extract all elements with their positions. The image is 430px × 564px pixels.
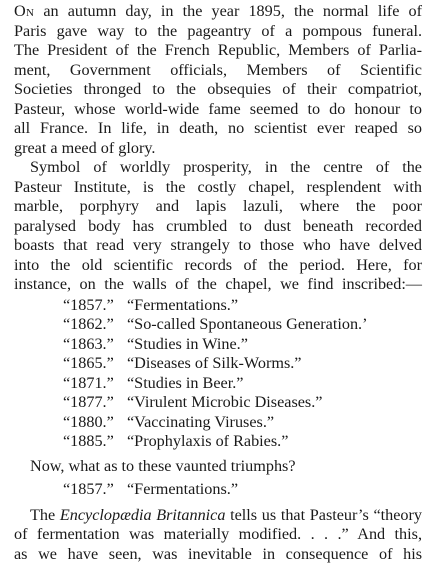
text-line: Societies thronged to the obsequies of their compatriot, [14, 80, 422, 100]
paragraph-funeral [14, 2, 422, 158]
text-line: marble, porphyry and lapis lazuli, where the poor [14, 197, 422, 217]
inscription-year: “1885.” [63, 432, 127, 452]
quoted-inscription [63, 480, 422, 500]
text-line: Symbol of worldly prosperity, in the centre of the [14, 158, 422, 178]
inscription-year: “1865.” [63, 354, 127, 374]
inscription-work: “Studies in Beer.” [127, 374, 243, 394]
inscription-work: “Fermentations.” [127, 296, 238, 316]
text-line: Pasteur Institute, is the costly chapel, resplendent with [14, 178, 422, 198]
text-line: Paris gave way to the pageantry of a pompous funeral. [14, 22, 422, 42]
inscription-work: “So-called Spontaneous Generation.’ [127, 315, 368, 335]
text-line: The President of the French Republic, Members of Parlia- [14, 41, 422, 61]
text-line: great a meed of glory. [14, 139, 422, 159]
inscription-work: “Virulent Microbic Diseases.” [127, 393, 322, 413]
inscription-year: “1862.” [63, 315, 127, 335]
text-line: as we have seen, was inevitable in consequence of his [14, 545, 422, 564]
text-fragment: The [30, 506, 55, 524]
text-line: all France. In life, in death, no scientist ever reaped so [14, 119, 422, 139]
list-item [63, 374, 422, 394]
inscription-year: “1877.” [63, 393, 127, 413]
text-line: an autumn day, in the year 1895, the normal life of [43, 2, 422, 20]
paragraph-chapel [14, 158, 422, 295]
list-item [63, 296, 422, 316]
inscription-work: “Diseases of Silk-Worms.” [127, 354, 301, 374]
list-item [63, 393, 422, 413]
inscription-work: “Prophylaxis of Rabies.” [127, 432, 288, 452]
text-line: Now, what as to these vaunted triumphs? [14, 457, 422, 477]
list-item [63, 413, 422, 433]
paragraph-question [14, 457, 422, 477]
text-line: boasts that read very strangely to those who have delved [14, 236, 422, 256]
list-item [63, 432, 422, 452]
list-item [63, 315, 422, 335]
text-line: instance, on the walls of the chapel, we find inscribed:— [14, 275, 422, 295]
inscription-year: “1863.” [63, 335, 127, 355]
inscription-year: “1857.” [63, 296, 127, 316]
list-item [63, 335, 422, 355]
dropcap-word: On [14, 2, 34, 20]
text-line: into the old scientific records of the period. Here, for [14, 256, 422, 276]
book-title: Encyclopædia Britannica [60, 506, 226, 524]
text-line: Pasteur, whose world-wide fame seemed to do honour to [14, 100, 422, 120]
text-line: ment, Government officials, Members of Scientific [14, 61, 422, 81]
text-line: paralysed body has crumbled to dust beneath recorded [14, 217, 422, 237]
inscription-work: “Studies in Wine.” [127, 335, 248, 355]
list-item [63, 354, 422, 374]
text-fragment: tells us that Pasteur’s “theory [230, 506, 422, 524]
inscription-year: “1871.” [63, 374, 127, 394]
inscription-year: “1880.” [63, 413, 127, 433]
inscription-work: “Vaccinating Viruses.” [127, 413, 274, 433]
inscription-work: “Fermentations.” [127, 480, 238, 500]
text-line: of fermentation was materially modified. . . .” And this, [14, 525, 422, 545]
inscription-list [63, 296, 422, 452]
paragraph-britannica [14, 506, 422, 564]
inscription-year: “1857.” [63, 480, 127, 500]
